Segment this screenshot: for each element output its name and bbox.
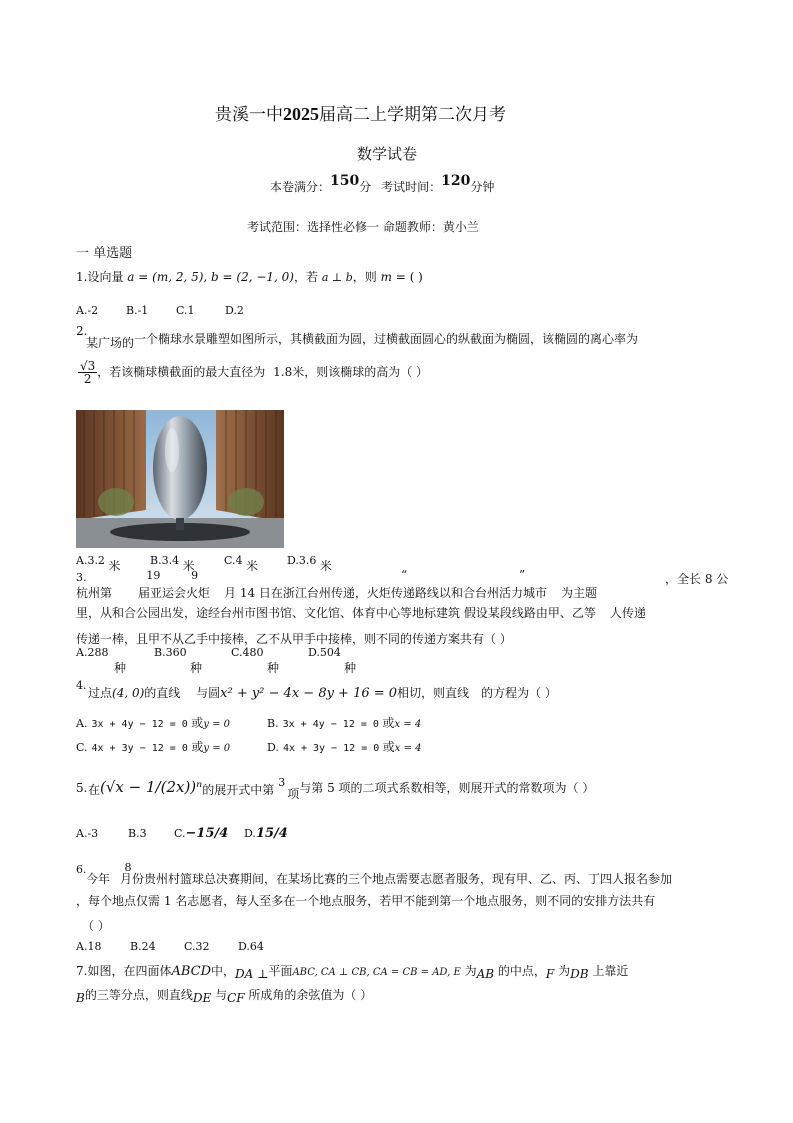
question-6-line2: ，每个地点仅需 1 名志愿者，每人至多在一个地点服务，若甲不能到第一个地点服务，则不同的安排方法共有 (76, 894, 656, 908)
question-6-line1b: 今年 月份贵州村篮球总决赛期间，在某场比赛的三个地点需要志愿者服务，现有甲、乙、丙、丁四人报名参加 (86, 872, 673, 886)
option: D.15/4 (244, 826, 288, 841)
question-4-option-d: D. 4x + 3y − 12 = 0 或x = 4 (267, 740, 422, 754)
option: D.3.6 米 (287, 554, 332, 573)
question-3-line1b: 杭州第 届亚运会火炬 月 14 日在浙江台州传递，火炬传递路线以和合台州活力城市 为主题 (76, 586, 597, 600)
ellipsoid-sculpture-photo (76, 410, 284, 548)
question-5-options (76, 826, 288, 841)
option: B.360 种 (154, 646, 203, 675)
question-2-options (76, 551, 332, 573)
question-5: 5. (76, 781, 88, 795)
option: D.2 (225, 304, 244, 317)
option: C.1 (176, 304, 195, 317)
option: B.24 (130, 940, 156, 953)
option: C.480 种 (231, 646, 280, 675)
question-2-line1: 2. (76, 324, 88, 338)
option: C.−15/4 (174, 826, 229, 841)
option: A.18 (76, 940, 102, 953)
question-4: 4. (76, 679, 87, 692)
section-heading: 一 单选题 (76, 246, 133, 261)
question-3-line2: 里，从和合公园出发，途经台州市图书馆、文化馆、体育中心等地标建筑 假设某段线路由甲、乙等 人传递 (76, 606, 646, 620)
exam-meta: 本卷满分：150分 考试时间：120分钟 (270, 173, 495, 194)
exam-scope: 考试范围：选择性必修一 命题教师：黄小兰 (247, 220, 479, 234)
question-6-options (76, 940, 264, 953)
question-3-line1: 3. 19 9 “ ” (76, 568, 526, 584)
question-7-line1: 7.如图，在四面体ABCD中，DA ⊥平面ABC, CA ⊥ CB, CA = CB = AD, E 为AB 的中点，F 为DB 上靠近 (76, 964, 629, 981)
exam-title: 贵溪一中2025届高二上学期第二次月考 (215, 104, 506, 125)
question-3-total: ，全长 8 公 (665, 572, 729, 586)
option: D.504 种 (308, 646, 357, 675)
question-6-line3: （ ） (82, 919, 110, 933)
option: C.32 (184, 940, 210, 953)
question-4-option-c: C. 4x + 3y − 12 = 0 或y = 0 (76, 740, 231, 754)
option: A.-3 (76, 827, 99, 840)
option: B.3 (128, 827, 147, 840)
question-3-options (76, 646, 356, 676)
question-1: 1.设向量 a = (m, 2, 5), b = (2, −1, 0)，若 a ⊥ b，则 m = ( ) (76, 270, 423, 284)
question-7-line2: B的三等分点，则直线DE 与CF 所成角的余弦值为（ ） (76, 988, 373, 1005)
option: A.288 种 (76, 646, 127, 675)
question-2-line1b: 某广场的一个椭球水景雕塑如图所示，其横截面为圆，过横截面圆心的纵截面为椭圆，该椭圆的离心率为 (86, 332, 639, 350)
option: A.3.2 米 (76, 554, 121, 573)
question-4-option-a: A. 3x + 4y − 12 = 0 或y = 0 (76, 716, 231, 730)
exam-subject: 数学试卷 (357, 145, 418, 163)
option: B.-1 (126, 304, 149, 317)
question-1-options (76, 304, 244, 317)
question-3-line3: 传递一棒，且甲不从乙手中接棒，乙不从甲手中接棒，则不同的传递方案共有（ ） (76, 632, 512, 646)
option: D.64 (238, 940, 264, 953)
question-4-option-b: B. 3x + 4y − 12 = 0 或x = 4 (267, 716, 422, 730)
option: B.3.4 米 (150, 554, 195, 573)
question-2-line2: $\frac{√3}{2}$ ，若该椭球横截面的最大直径为 1.8米，则该椭球的高为（ ） (80, 359, 429, 386)
question-5-stem: 在(√x − 1/(2x))ⁿ的展开式中第3项与第 5 项的二项式系数相等，则展开式的常数项为（ ） (88, 776, 595, 801)
question-6-line1: 6. 8 (76, 861, 132, 876)
question-4-stem: 过点(4, 0)的直线 与圆x² + y² − 4x − 8y + 16 = 0相切，则直线 的方程为（ ） (88, 686, 557, 701)
option: C.4 米 (224, 554, 259, 573)
option: A.-2 (76, 304, 99, 317)
eccentricity-fraction: $\frac{√3}{2}$ (80, 359, 96, 386)
